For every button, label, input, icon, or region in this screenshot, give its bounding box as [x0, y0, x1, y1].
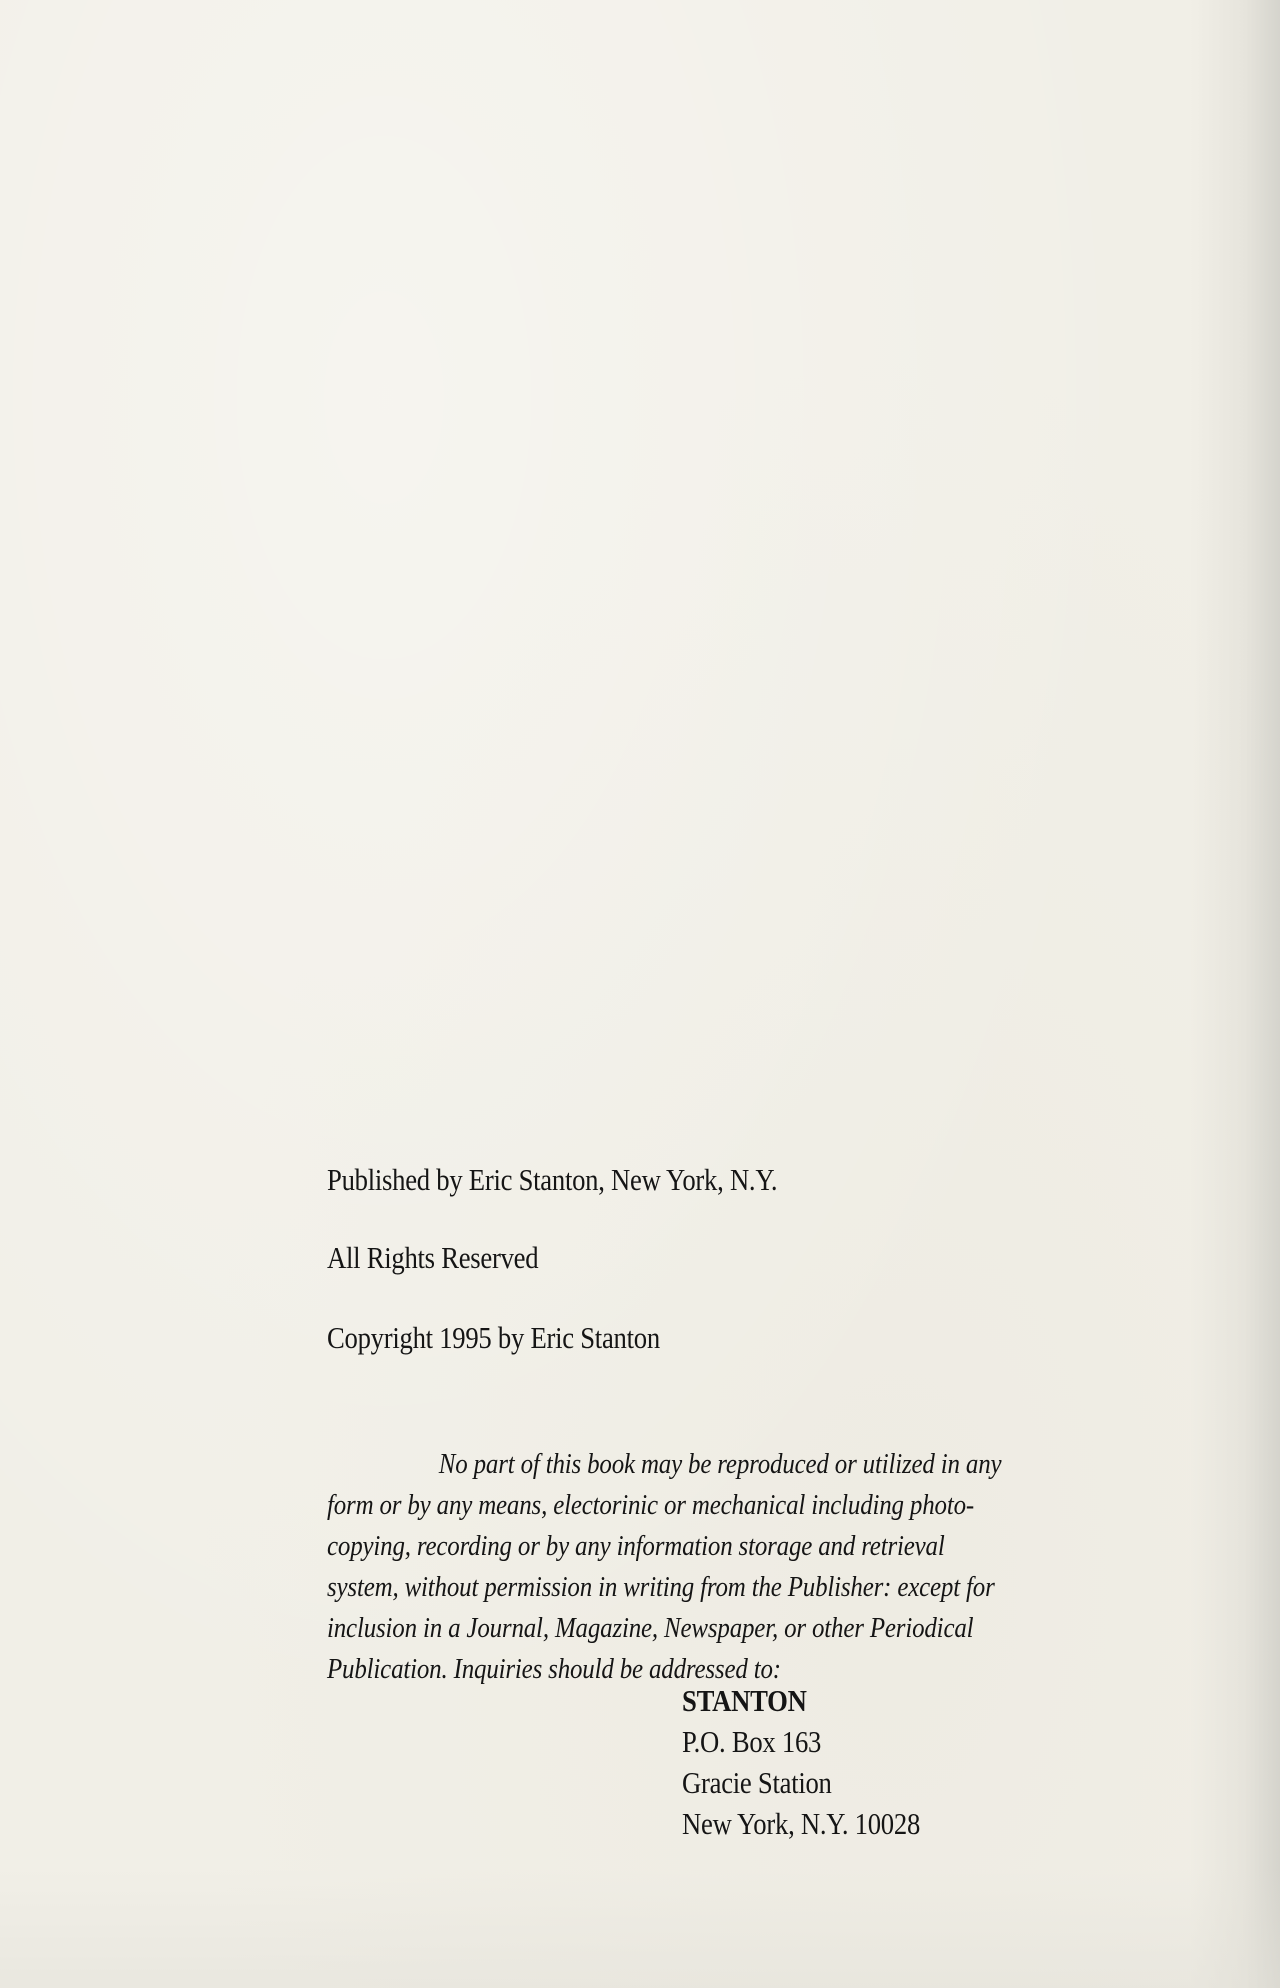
address-po-box: P.O. Box 163 — [682, 1724, 822, 1759]
notice-line: form or by any means, electorinic or mechanical including photo- — [327, 1489, 975, 1521]
notice-line: system, without permission in writing from the Publisher: except for — [327, 1571, 995, 1603]
address-station: Gracie Station — [682, 1765, 832, 1800]
publisher-address — [682, 1680, 920, 1844]
copyright-line: Copyright 1995 by Eric Stanton — [327, 1320, 660, 1355]
address-city: New York, N.Y. 10028 — [682, 1806, 921, 1841]
notice-line: Publication. Inquiries should be addressed to: — [327, 1653, 781, 1685]
address-name: STANTON — [682, 1683, 807, 1718]
notice-line: No part of this book may be reproduced or utilized in any — [438, 1448, 1002, 1480]
reproduction-notice — [327, 1444, 1015, 1690]
page-edge-shadow — [1190, 0, 1280, 1988]
page-bottom-shade — [0, 1868, 1280, 1988]
rights-reserved-line: All Rights Reserved — [327, 1240, 539, 1275]
notice-line: copying, recording or by any information storage and retrieval — [327, 1530, 945, 1562]
notice-line: inclusion in a Journal, Magazine, Newspaper, or other Periodical — [327, 1612, 974, 1644]
published-by-line: Published by Eric Stanton, New York, N.Y. — [327, 1162, 778, 1197]
